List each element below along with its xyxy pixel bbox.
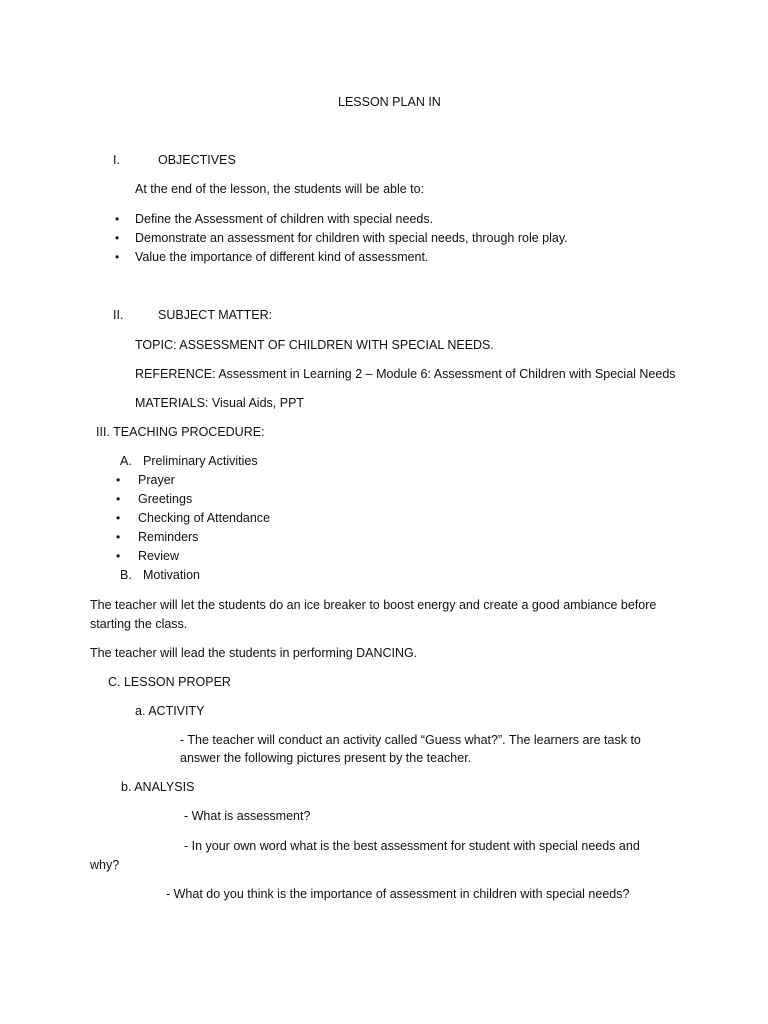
analysis-label: b. ANALYSIS bbox=[121, 780, 195, 794]
preliminary-item: Review bbox=[138, 549, 179, 563]
topic-line: TOPIC: ASSESSMENT OF CHILDREN WITH SPECIAL NEEDS. bbox=[135, 338, 494, 352]
page-title: LESSON PLAN IN bbox=[338, 95, 441, 109]
bullet-icon: • bbox=[116, 530, 121, 544]
motivation-label: Motivation bbox=[143, 568, 200, 582]
objectives-heading: OBJECTIVES bbox=[158, 153, 236, 167]
activity-text: answer the following pictures present by the teacher. bbox=[180, 751, 472, 765]
motivation-letter: B. bbox=[120, 568, 132, 582]
bullet-icon: • bbox=[115, 231, 120, 245]
preliminary-letter: A. bbox=[120, 454, 132, 468]
objectives-intro: At the end of the lesson, the students will be able to: bbox=[135, 182, 425, 196]
activity-text: - The teacher will conduct an activity called “Guess what?”. The learners are task to bbox=[180, 733, 641, 747]
objective-item: Value the importance of different kind of assessment. bbox=[135, 250, 429, 264]
preliminary-label: Preliminary Activities bbox=[143, 454, 258, 468]
bullet-icon: • bbox=[116, 492, 121, 506]
objectives-numeral: I. bbox=[113, 153, 120, 167]
analysis-question: - What do you think is the importance of assessment in children with special needs? bbox=[166, 887, 630, 901]
preliminary-item: Greetings bbox=[138, 492, 193, 506]
bullet-icon: • bbox=[115, 250, 120, 264]
objective-item: Demonstrate an assessment for children with special needs, through role play. bbox=[135, 231, 568, 245]
activity-label: a. ACTIVITY bbox=[135, 704, 205, 718]
bullet-icon: • bbox=[116, 473, 121, 487]
objective-item: Define the Assessment of children with special needs. bbox=[135, 212, 434, 226]
analysis-question: why? bbox=[90, 858, 120, 872]
preliminary-item: Prayer bbox=[138, 473, 175, 487]
preliminary-item: Reminders bbox=[138, 530, 199, 544]
bullet-icon: • bbox=[116, 511, 121, 525]
teaching-procedure-heading: III. TEACHING PROCEDURE: bbox=[96, 425, 265, 439]
preliminary-item: Checking of Attendance bbox=[138, 511, 271, 525]
motivation-paragraph: The teacher will let the students do an ice breaker to boost energy and create a good ambiance before bbox=[90, 598, 657, 612]
materials-line: MATERIALS: Visual Aids, PPT bbox=[135, 396, 305, 410]
motivation-paragraph: starting the class. bbox=[90, 617, 188, 631]
subject-matter-heading: SUBJECT MATTER: bbox=[158, 308, 273, 322]
reference-line: REFERENCE: Assessment in Learning 2 – Module 6: Assessment of Children with Special Needs bbox=[135, 367, 676, 381]
analysis-question: - In your own word what is the best assessment for student with special needs and bbox=[184, 839, 640, 853]
subject-matter-numeral: II. bbox=[113, 308, 124, 322]
bullet-icon: • bbox=[116, 549, 121, 563]
motivation-paragraph: The teacher will lead the students in performing DANCING. bbox=[90, 646, 418, 660]
bullet-icon: • bbox=[115, 212, 120, 226]
lesson-proper-heading: C. LESSON PROPER bbox=[108, 675, 231, 689]
analysis-question: - What is assessment? bbox=[184, 809, 311, 823]
